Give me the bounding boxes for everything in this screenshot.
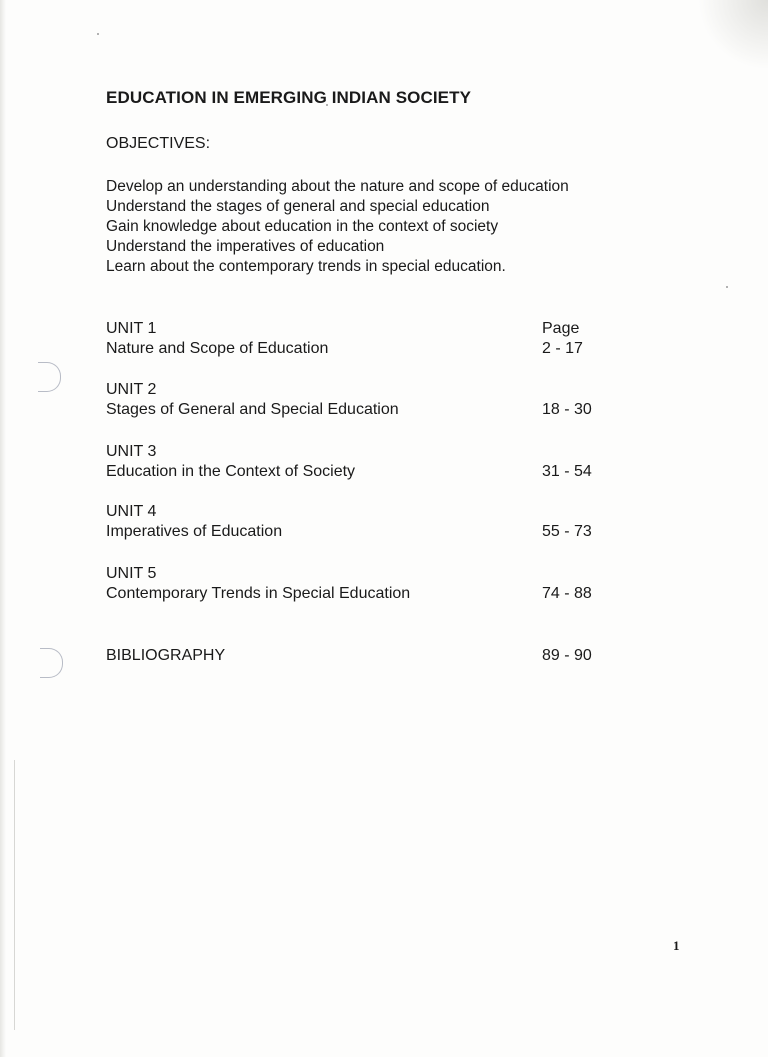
- toc-unit-title: Nature and Scope of Education: [106, 340, 329, 357]
- objective-item: Understand the stages of general and special education: [106, 198, 490, 215]
- toc-unit-title: Imperatives of Education: [106, 523, 283, 540]
- toc-unit-title: Stages of General and Special Education: [106, 401, 399, 418]
- punch-hole-mark: [40, 648, 63, 678]
- scan-edge-shadow: [0, 0, 6, 1057]
- toc-page-range: 18 - 30: [542, 401, 592, 418]
- toc-unit-label: UNIT 2: [106, 381, 157, 398]
- toc-page-range: 2 - 17: [542, 340, 583, 357]
- objectives-heading: OBJECTIVES:: [106, 135, 211, 152]
- toc-unit-title: Education in the Context of Society: [106, 463, 356, 480]
- punch-hole-mark: [38, 362, 61, 392]
- toc-page-range: 74 - 88: [542, 585, 592, 602]
- objective-item: Gain knowledge about education in the context of society: [106, 218, 499, 235]
- objective-item: Develop an understanding about the nature and scope of education: [106, 178, 569, 195]
- toc-page-header: Page: [542, 320, 580, 337]
- scan-corner-smudge: [698, 0, 768, 70]
- toc-bibliography-title: BIBLIOGRAPHY: [106, 647, 226, 664]
- objectives-list: [106, 177, 569, 277]
- toc-unit-label: UNIT 3: [106, 443, 157, 460]
- scan-edge-line: [14, 760, 15, 1030]
- toc-unit-label: UNIT 1: [106, 320, 157, 337]
- toc-unit-title: Contemporary Trends in Special Education: [106, 585, 411, 602]
- objective-item: Understand the imperatives of education: [106, 238, 385, 255]
- page-number: 1: [673, 938, 680, 953]
- toc-page-range: 89 - 90: [542, 647, 592, 664]
- objective-item: Learn about the contemporary trends in special education.: [106, 258, 506, 275]
- toc-page-range: 31 - 54: [542, 463, 592, 480]
- toc-unit-label: UNIT 4: [106, 503, 157, 520]
- scan-speck: [97, 33, 99, 35]
- toc-unit-label: UNIT 5: [106, 565, 157, 582]
- toc-page-range: 55 - 73: [542, 523, 592, 540]
- document-title: EDUCATION IN EMERGING INDIAN SOCIETY: [106, 88, 472, 107]
- scan-speck: [726, 286, 728, 288]
